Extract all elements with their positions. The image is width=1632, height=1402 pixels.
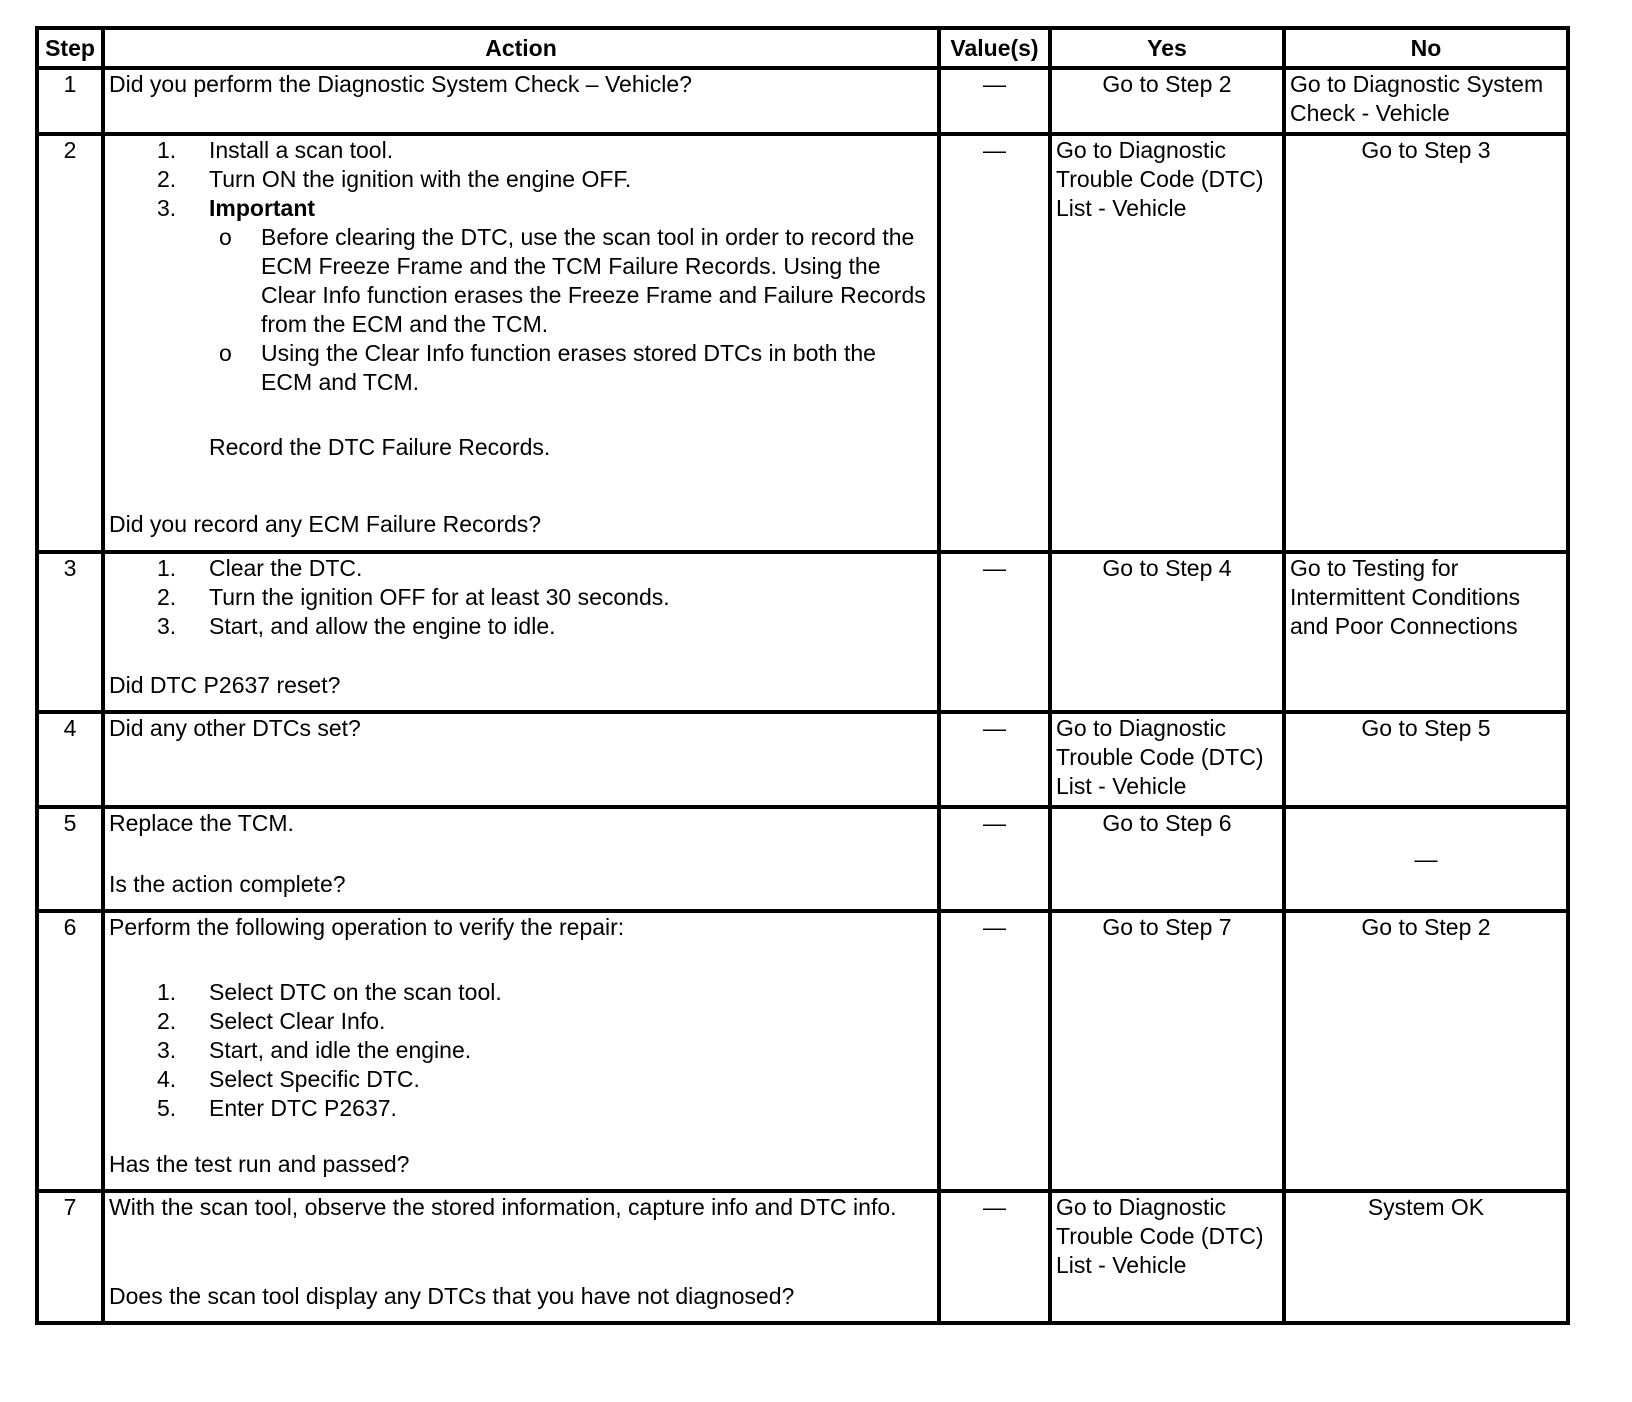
action-cell [103,134,939,552]
diagnostic-table [35,26,1570,1325]
action-steps [109,136,933,223]
header-row [37,28,1568,68]
value-cell: — [939,712,1050,807]
no-cell [1284,134,1568,552]
value-cell: — [939,552,1050,712]
action-cell [103,1191,939,1323]
action-cell [103,911,939,1191]
action-intro: Perform the following operation to verify the repair: [109,914,625,940]
important-label: Important [209,195,316,221]
no-link[interactable]: Go to Step 5 [1361,715,1491,741]
step-number: 4 [37,712,103,807]
no-cell [1284,68,1568,134]
no-link[interactable]: Go to Step 2 [1361,914,1491,940]
action-question: Did you perform the Diagnostic System Check – Vehicle? [109,71,692,97]
action-question: Has the test run and passed? [109,1151,410,1177]
list-item: 2. Turn ON the ignition with the engine OFF. [157,166,632,192]
no-cell [1284,552,1568,712]
table-row [37,712,1568,807]
yes-cell [1050,807,1284,911]
yes-cell [1050,552,1284,712]
step-number: 7 [37,1191,103,1323]
header-yes: Yes [1050,28,1284,68]
list-item: o Using the Clear Info function erases stored DTCs in both the ECM and TCM. [219,340,876,395]
step-number: 6 [37,911,103,1191]
action-intro: With the scan tool, observe the stored information, capture info and DTC info. [109,1194,897,1220]
value-cell: — [939,911,1050,1191]
step-number: 1 [37,68,103,134]
list-item: 3. Start, and idle the engine. [157,1037,472,1063]
list-item: 4. Select Specific DTC. [157,1066,420,1092]
value-cell: — [939,134,1050,552]
list-item: 5. Enter DTC P2637. [157,1095,397,1121]
no-cell [1284,911,1568,1191]
yes-link[interactable]: Go to Step 6 [1102,810,1232,836]
list-item: 2. Select Clear Info. [157,1008,386,1034]
step-number: 3 [37,552,103,712]
action-cell [103,68,939,134]
yes-cell [1050,911,1284,1191]
yes-link[interactable]: Go to Step 4 [1102,555,1232,581]
action-question: Did DTC P2637 reset? [109,672,341,698]
yes-cell [1050,68,1284,134]
list-item: 1. Install a scan tool. [157,137,394,163]
list-item: 3. Start, and allow the engine to idle. [157,613,556,639]
no-cell: — [1284,807,1568,911]
no-link[interactable]: Go to Diagnostic System Check - Vehicle [1290,71,1544,126]
yes-link[interactable]: Go to Diagnostic Trouble Code (DTC) List - Vehicle [1056,1194,1264,1278]
table-row [37,807,1568,911]
header-action: Action [103,28,939,68]
action-intro: Replace the TCM. [109,810,294,836]
yes-cell [1050,1191,1284,1323]
header-step: Step [37,28,103,68]
action-question: Did you record any ECM Failure Records? [109,511,542,537]
no-link[interactable]: Go to Testing for Intermittent Conditions and Poor Connections [1290,555,1521,639]
action-steps [109,554,933,641]
list-item: 2. Turn the ignition OFF for at least 30 seconds. [157,584,670,610]
action-question: Does the scan tool display any DTCs that you have not diagnosed? [109,1283,795,1309]
yes-link[interactable]: Go to Step 2 [1102,71,1232,97]
yes-link[interactable]: Go to Step 7 [1102,914,1232,940]
list-item: 1. Select DTC on the scan tool. [157,979,502,1005]
yes-cell [1050,134,1284,552]
action-note: Record the DTC Failure Records. [209,434,551,460]
yes-link[interactable]: Go to Diagnostic Trouble Code (DTC) List - Vehicle [1056,137,1264,221]
no-link[interactable]: Go to Step 3 [1361,137,1491,163]
table-row [37,911,1568,1191]
no-cell [1284,1191,1568,1323]
value-cell: — [939,1191,1050,1323]
value-cell: — [939,68,1050,134]
table-row [37,134,1568,552]
table-row [37,68,1568,134]
table-row [37,1191,1568,1323]
yes-link[interactable]: Go to Diagnostic Trouble Code (DTC) List - Vehicle [1056,715,1264,799]
header-no: No [1284,28,1568,68]
header-values: Value(s) [939,28,1050,68]
action-cell [103,712,939,807]
no-cell [1284,712,1568,807]
list-item: 1. Clear the DTC. [157,555,363,581]
action-cell [103,807,939,911]
table-row [37,552,1568,712]
list-item: o Before clearing the DTC, use the scan tool in order to record the ECM Freeze Frame and the TCM Failure Records. Using the Clear Info function erases the Freeze Frame and Failure Records from the ECM and the TCM. [219,224,926,337]
step-number: 2 [37,134,103,552]
yes-cell [1050,712,1284,807]
action-question: Is the action complete? [109,871,346,897]
no-result: System OK [1367,1194,1485,1220]
value-cell: — [939,807,1050,911]
list-item: 3. Important [157,195,316,221]
step-number: 5 [37,807,103,911]
action-question: Did any other DTCs set? [109,715,361,741]
action-steps [109,978,933,1123]
action-cell [103,552,939,712]
important-notes [109,223,933,397]
